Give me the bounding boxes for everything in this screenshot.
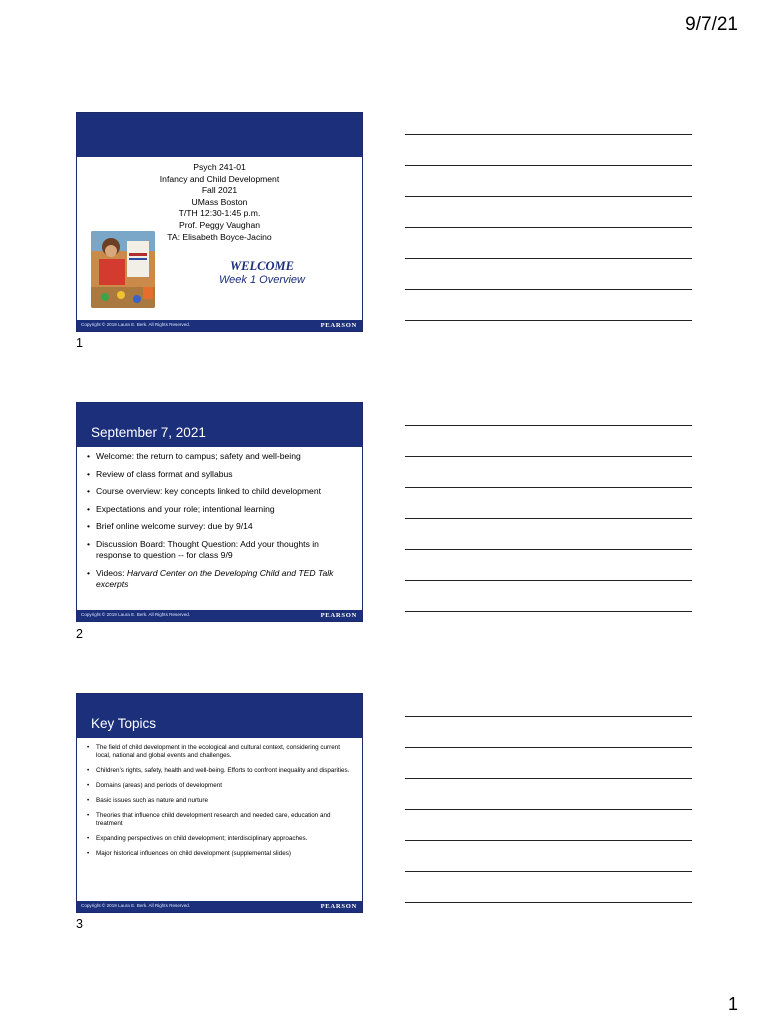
note-line	[405, 611, 692, 612]
pearson-logo: PEARSON	[320, 321, 357, 329]
pearson-logo: PEARSON	[320, 902, 357, 910]
note-line	[405, 134, 692, 135]
notes-lines	[405, 425, 692, 642]
page-date: 9/7/21	[685, 14, 738, 35]
course-line: TA: Elisabeth Boyce-Jacino	[167, 231, 272, 242]
note-line	[405, 902, 692, 903]
bullet-item: • Basic issues such as nature and nurture	[87, 797, 352, 805]
copyright-text: Copyright © 2019 Laura E. Berk. All Rights Reserved.	[81, 612, 191, 617]
slide-number: 1	[76, 336, 83, 350]
copyright-text: Copyright © 2019 Laura E. Berk. All Rights Reserved.	[81, 322, 191, 327]
bullet-item: • Brief online welcome survey: due by 9/14	[87, 521, 352, 532]
notes-lines	[405, 716, 692, 933]
bullet-item: • The field of child development in the ecological and cultural context, considering current local, national and global events and challenges.	[87, 744, 352, 761]
bullet-list	[87, 744, 352, 864]
note-line	[405, 165, 692, 166]
note-line	[405, 580, 692, 581]
slide-title: September 7, 2021	[91, 425, 206, 440]
note-line	[405, 425, 692, 426]
slide-header	[77, 113, 362, 157]
bullet-item: • Discussion Board: Thought Question: Add your thoughts in response to question -- for class 9/9	[87, 539, 352, 561]
videos-label: Videos:	[96, 567, 127, 578]
bullet-item: • Review of class format and syllabus	[87, 469, 352, 480]
note-line	[405, 518, 692, 519]
bullet-item: • Major historical influences on child development (supplemental slides)	[87, 850, 352, 858]
slide-1	[76, 112, 363, 332]
note-line	[405, 549, 692, 550]
slide-footer	[77, 610, 362, 621]
slide-3	[76, 693, 363, 913]
note-line	[405, 747, 692, 748]
slide-number: 2	[76, 627, 83, 641]
page-number: 1	[727, 994, 738, 1014]
course-line: T/TH 12:30-1:45 p.m.	[178, 208, 261, 219]
course-line: Infancy and Child Development	[159, 173, 280, 184]
note-line	[405, 227, 692, 228]
pearson-logo: PEARSON	[320, 611, 357, 619]
textbook-cover-image	[91, 231, 155, 308]
course-line: Fall 2021	[201, 185, 238, 196]
note-line	[405, 809, 692, 810]
slide-number: 3	[76, 917, 83, 931]
slide-2	[76, 402, 363, 622]
note-line	[405, 716, 692, 717]
note-line	[405, 289, 692, 290]
bullet-item	[87, 568, 352, 590]
bullet-item: • Domains (areas) and periods of development	[87, 782, 352, 790]
copyright-text: Copyright © 2019 Laura E. Berk. All Rights Reserved.	[81, 903, 191, 908]
course-line: Prof. Peggy Vaughan	[178, 219, 261, 230]
note-line	[405, 840, 692, 841]
note-line	[405, 487, 692, 488]
bullet-item: • Expanding perspectives on child development; interdisciplinary approaches.	[87, 835, 352, 843]
slide-title: Key Topics	[91, 716, 157, 731]
bullet-item: • Children’s rights, safety, health and well-being. Efforts to confront inequality and disparities.	[87, 767, 352, 775]
bullet-item: • Course overview: key concepts linked to child development	[87, 486, 352, 497]
note-line	[405, 196, 692, 197]
notes-lines	[405, 134, 692, 351]
slide-header	[77, 694, 362, 738]
bullet-item: • Theories that influence child development research and needed care, education and treatment	[87, 812, 352, 829]
bullet-item: • Welcome: the return to campus; safety and well-being	[87, 451, 352, 462]
note-line	[405, 456, 692, 457]
videos-titles: Harvard Center on the Developing Child and TED Talk excerpts	[96, 567, 334, 589]
welcome-title: WELCOME	[230, 259, 294, 273]
bullet-list	[87, 451, 352, 597]
note-line	[405, 871, 692, 872]
note-line	[405, 258, 692, 259]
slide-footer	[77, 901, 362, 912]
course-line: UMass Boston	[191, 196, 248, 207]
week-overview-subtitle: Week 1 Overview	[219, 274, 305, 286]
slide-footer	[77, 320, 362, 331]
note-line	[405, 320, 692, 321]
bullet-item: • Expectations and your role; intentional learning	[87, 504, 352, 515]
note-line	[405, 778, 692, 779]
course-line: Psych 241-01	[193, 162, 246, 172]
slide-header	[77, 403, 362, 447]
